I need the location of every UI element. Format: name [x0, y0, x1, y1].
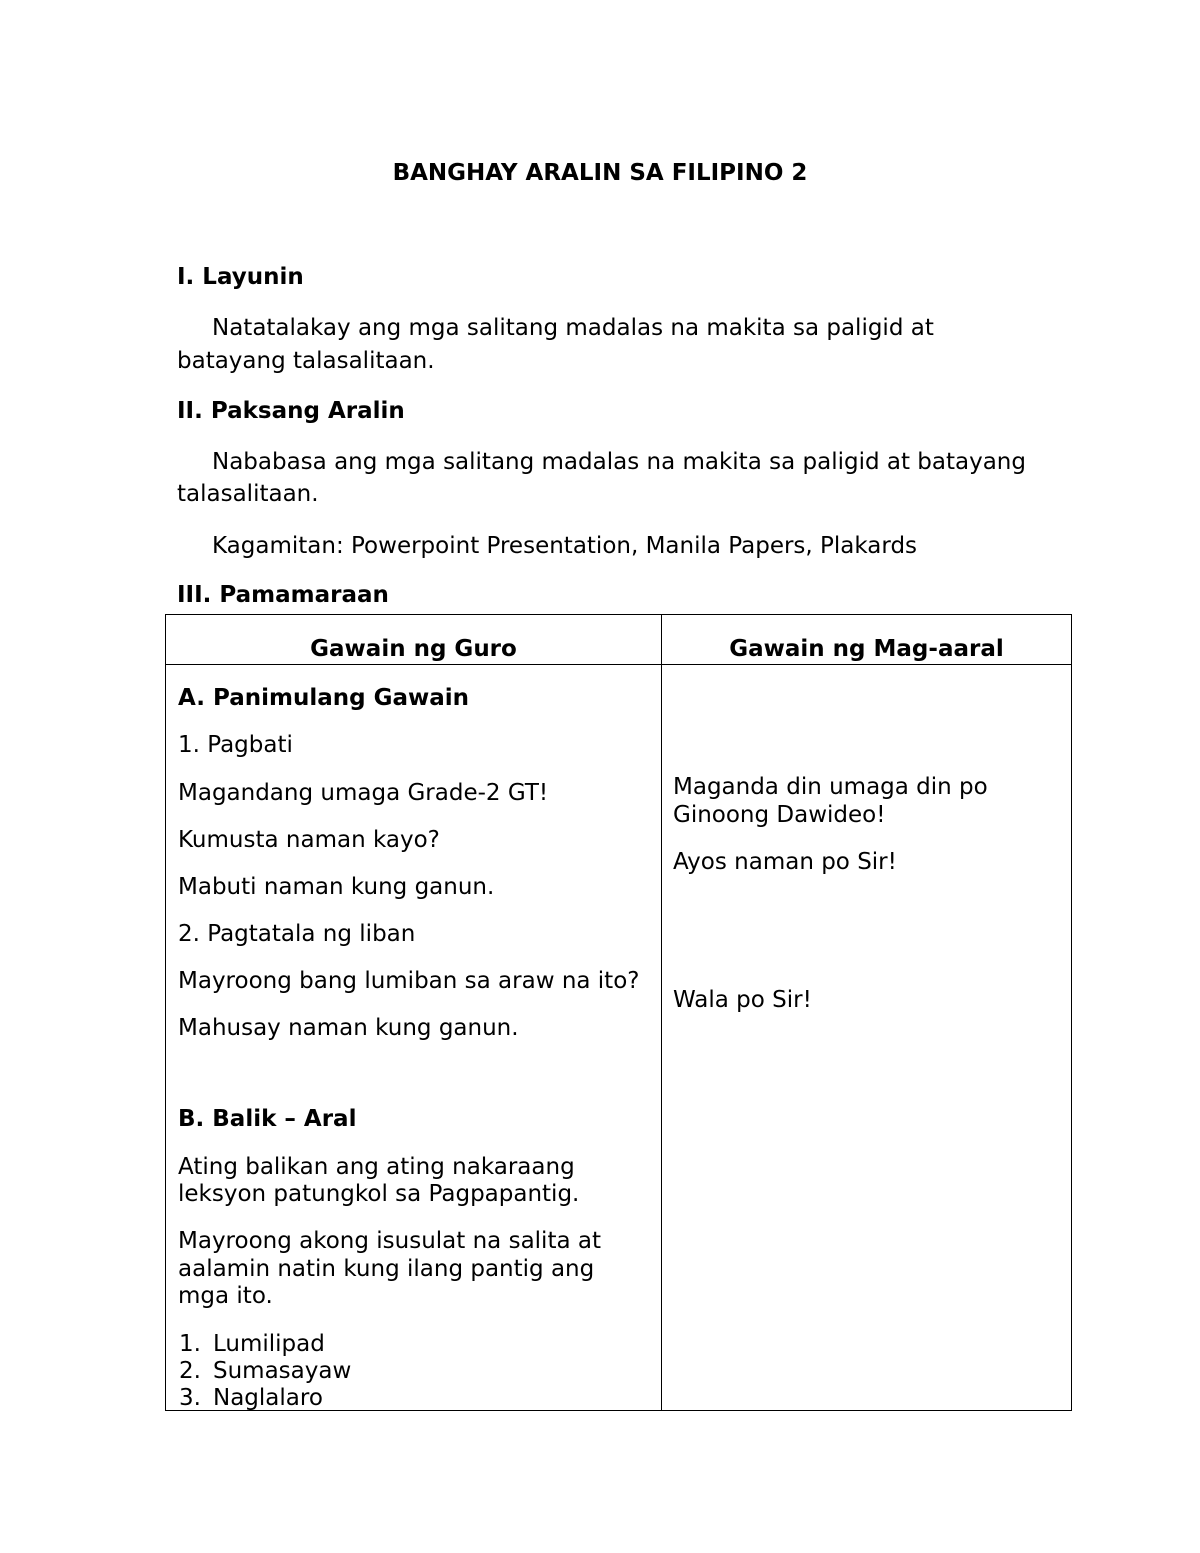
list-item: 2. Sumasayaw	[179, 1358, 352, 1384]
isusulat-line-2: aalamin natin kung ilang pantig ang	[178, 1256, 595, 1282]
layunin-line-1: Natatalakay ang mga salitang madalas na makita sa paligid at	[212, 315, 934, 341]
pagtatala-label: 2. Pagtatala ng liban	[178, 921, 416, 947]
sagot-ayos: Ayos naman po Sir!	[673, 849, 897, 875]
mahusay-line: Mahusay naman kung ganun.	[178, 1015, 519, 1041]
section-heading-paksang-aralin: II. Paksang Aralin	[177, 398, 405, 424]
header-gawain-ng-guro: Gawain ng Guro	[166, 615, 662, 665]
word-list	[166, 1331, 351, 1412]
lumiban-line: Mayroong bang lumiban sa araw na ito?	[178, 968, 640, 994]
kagamitan-line: Kagamitan: Powerpoint Presentation, Manila Papers, Plakards	[212, 533, 918, 559]
balik-aral-heading: B. Balik – Aral	[178, 1106, 357, 1132]
sagot-greeting-line-2: Ginoong Dawideo!	[673, 802, 886, 828]
paksang-aralin-line-2: talasalitaan.	[177, 481, 319, 507]
balikan-line-2: leksyon patungkol sa Pagpapantig.	[178, 1181, 580, 1207]
document-title: BANGHAY ARALIN SA FILIPINO 2	[392, 160, 808, 186]
isusulat-line-1: Mayroong akong isusulat na salita at	[178, 1228, 601, 1254]
panimulang-gawain-heading: A. Panimulang Gawain	[178, 685, 470, 711]
lesson-procedure-table	[165, 614, 1072, 1411]
sagot-wala: Wala po Sir!	[673, 987, 812, 1013]
table-row	[166, 665, 1072, 1411]
list-item: 1. Lumilipad	[179, 1331, 325, 1357]
section-heading-pamamaraan: III. Pamamaraan	[177, 582, 389, 608]
guro-cell	[166, 665, 662, 1411]
balikan-line-1: Ating balikan ang ating nakaraang	[178, 1154, 575, 1180]
section-heading-layunin: I. Layunin	[177, 264, 304, 290]
sagot-greeting-line-1: Maganda din umaga din po	[673, 774, 988, 800]
mabuti-line: Mabuti naman kung ganun.	[178, 874, 495, 900]
isusulat-line-3: mga ito.	[178, 1283, 273, 1309]
kumusta-line: Kumusta naman kayo?	[178, 827, 440, 853]
layunin-line-2: batayang talasalitaan.	[177, 348, 435, 374]
list-item: 3. Naglalaro	[179, 1385, 323, 1411]
pagbati-label: 1. Pagbati	[178, 732, 293, 758]
paksang-aralin-line-1: Nababasa ang mga salitang madalas na makita sa paligid at batayang	[212, 449, 1026, 475]
mag-aaral-cell	[662, 665, 1072, 1411]
greeting-line: Magandang umaga Grade-2 GT!	[178, 780, 549, 806]
header-gawain-ng-mag-aaral: Gawain ng Mag-aaral	[662, 615, 1072, 665]
table-header-row	[166, 615, 1072, 665]
